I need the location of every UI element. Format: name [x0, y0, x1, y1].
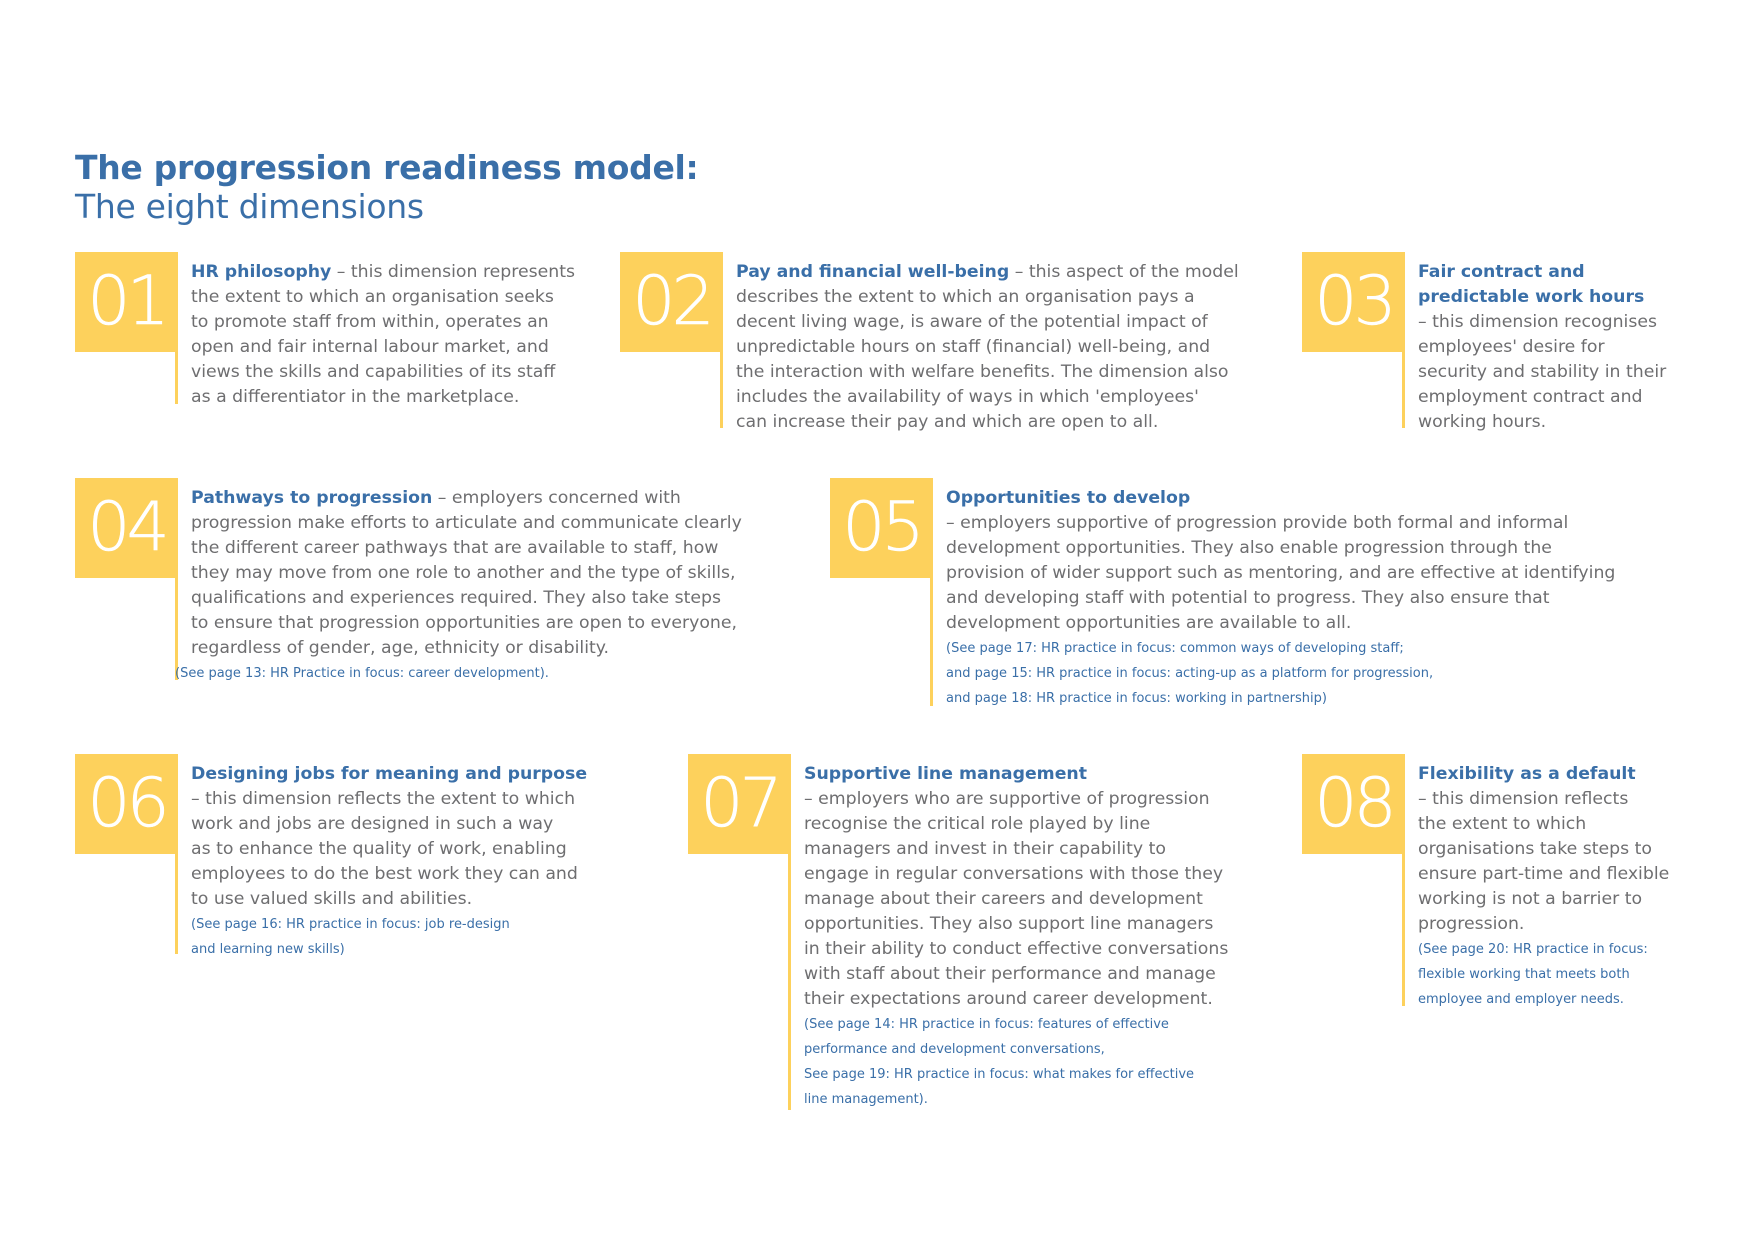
dimension-text [736, 260, 1239, 435]
dimension-heading: HR philosophy [191, 262, 332, 282]
dimension-text [1418, 762, 1669, 1012]
dimension-line: as to enhance the quality of work, enabling [191, 839, 567, 859]
page-subtitle: The eight dimensions [75, 187, 424, 226]
dimension-line: progression. [1418, 914, 1525, 934]
dimension-line: employment contract and [1418, 387, 1643, 407]
dimension-line: the extent to which [1418, 814, 1587, 834]
dimension-line: Pathways to progression – employers concerned with [191, 488, 681, 508]
dimension-number-box [830, 478, 933, 578]
dimension-reference: (See page 20: HR practice in focus: [1418, 942, 1648, 957]
page-title: The progression readiness model: [75, 148, 699, 187]
dimension-line: open and fair internal labour market, and [191, 337, 549, 357]
dimension-rule [1402, 252, 1405, 428]
dimension-rule [175, 252, 178, 404]
dimension-line: – this dimension recognises [1418, 312, 1657, 332]
dimension-number-box [1302, 754, 1405, 854]
dimension-line: provision of wider support such as mentoring, and are effective at identifying [946, 563, 1616, 583]
dimension-line: their expectations around career development. [804, 989, 1213, 1009]
dimension-reference: (See page 16: HR practice in focus: job re-design [191, 917, 510, 932]
dimension-number: 01 [87, 262, 166, 341]
dimension-text [175, 486, 742, 686]
dimension-line: organisations take steps to [1418, 839, 1652, 859]
dimension-line: manage about their careers and development [804, 889, 1203, 909]
dimension-rule [930, 478, 933, 706]
dimension-line: regardless of gender, age, ethnicity or disability. [191, 638, 610, 658]
dimension-reference: (See page 14: HR practice in focus: features of effective [804, 1017, 1169, 1032]
dimension-line: development opportunities are available to all. [946, 613, 1352, 633]
dimension-line: includes the availability of ways in which 'employees' [736, 387, 1199, 407]
dimension-line: opportunities. They also support line managers [804, 914, 1214, 934]
dimension-line: recognise the critical role played by line [804, 814, 1151, 834]
dimension-reference: line management). [804, 1092, 928, 1107]
dimension-rule [720, 252, 723, 428]
dimension-line: qualifications and experiences required. They also take steps [191, 588, 721, 608]
dimension-number: 06 [87, 764, 166, 843]
dimension-line: decent living wage, is aware of the potential impact of [736, 312, 1208, 332]
dimension-reference: flexible working that meets both [1418, 967, 1630, 982]
dimension-reference: (See page 17: HR practice in focus: common ways of developing staff; [946, 641, 1404, 656]
dimension-line: managers and invest in their capability to [804, 839, 1166, 859]
dimension-line: work and jobs are designed in such a way [191, 814, 554, 834]
dimension-line: employees' desire for [1418, 337, 1605, 357]
dimension-heading: Supportive line management [804, 764, 1087, 784]
dimension-rule [175, 754, 178, 954]
dimension-line: to ensure that progression opportunities are open to everyone, [191, 613, 737, 633]
dimension-line: with staff about their performance and manage [804, 964, 1216, 984]
dimension-reference: See page 19: HR practice in focus: what makes for effective [804, 1067, 1195, 1082]
dimension-number-box [620, 252, 723, 352]
dimension-line: to promote staff from within, operates an [191, 312, 549, 332]
dimension-line: the extent to which an organisation seeks [191, 287, 554, 307]
dimension-reference: performance and development conversations, [804, 1042, 1105, 1057]
dimension-line: ensure part-time and flexible [1418, 864, 1670, 884]
dimension-reference: and page 18: HR practice in focus: working in partnership) [946, 691, 1327, 706]
dimension-heading: Opportunities to develop [946, 488, 1191, 508]
dimension-line: – this dimension reflects [1418, 789, 1629, 809]
dimension-line: the interaction with welfare benefits. The dimension also [736, 362, 1229, 382]
dimension-number-box [688, 754, 791, 854]
dimension-heading: Fair contract and [1418, 262, 1585, 282]
dimension-reference: employee and employer needs. [1418, 992, 1624, 1007]
dimension-line: development opportunities. They also enable progression through the [946, 538, 1552, 558]
dimension-rule [788, 754, 791, 1110]
dimension-reference: and page 15: HR practice in focus: acting-up as a platform for progression, [946, 666, 1434, 681]
dimension-number: 08 [1314, 764, 1393, 843]
dimension-rule [1402, 754, 1405, 1006]
dimension-line: unpredictable hours on staff (financial) well-being, and [736, 337, 1211, 357]
dimension-line: and developing staff with potential to progress. They also ensure that [946, 588, 1550, 608]
dimension-line: as a differentiator in the marketplace. [191, 387, 520, 407]
dimension-number: 04 [87, 488, 166, 567]
dimension-line: – employers supportive of progression provide both formal and informal [946, 513, 1569, 533]
dimension-number: 03 [1314, 262, 1393, 341]
dimension-line: describes the extent to which an organisation pays a [736, 287, 1195, 307]
dimension-number-box [75, 252, 178, 352]
dimension-heading: Designing jobs for meaning and purpose [191, 764, 588, 784]
dimension-number: 07 [700, 764, 779, 843]
dimension-heading: predictable work hours [1418, 287, 1645, 307]
dimension-line: HR philosophy – this dimension represents [191, 262, 575, 282]
dimension-line: working hours. [1418, 412, 1547, 432]
dimension-line: employees to do the best work they can and [191, 864, 578, 884]
dimension-line: security and stability in their [1418, 362, 1667, 382]
dimension-line: views the skills and capabilities of its staff [191, 362, 556, 382]
dimension-text [1418, 260, 1666, 435]
dimension-reference: and learning new skills) [191, 942, 345, 957]
dimension-reference: (See page 13: HR Practice in focus: career development). [175, 666, 549, 681]
dimension-heading: Pathways to progression [191, 488, 433, 508]
dimension-heading: Pay and financial well-being [736, 262, 1010, 282]
dimension-text [946, 486, 1615, 711]
dimension-line: engage in regular conversations with those they [804, 864, 1224, 884]
dimension-line: the different career pathways that are available to staff, how [191, 538, 719, 558]
dimension-line: they may move from one role to another and the type of skills, [191, 563, 736, 583]
dimension-line: working is not a barrier to [1418, 889, 1643, 909]
dimension-number: 02 [632, 262, 711, 341]
dimension-text [191, 260, 575, 410]
dimension-line: – employers who are supportive of progression [804, 789, 1210, 809]
dimension-text [804, 762, 1228, 1112]
dimension-line: in their ability to conduct effective conversations [804, 939, 1229, 959]
dimension-line: Pay and financial well-being – this aspect of the model [736, 262, 1239, 282]
dimension-number: 05 [842, 488, 921, 567]
dimension-heading: Flexibility as a default [1418, 764, 1636, 784]
dimension-number-box [75, 478, 178, 578]
dimension-line: progression make efforts to articulate and communicate clearly [191, 513, 742, 533]
dimension-number-box [75, 754, 178, 854]
dimension-line: – this dimension reflects the extent to which [191, 789, 576, 809]
dimension-line: can increase their pay and which are open to all. [736, 412, 1159, 432]
dimension-line: to use valued skills and abilities. [191, 889, 473, 909]
dimension-number-box [1302, 252, 1405, 352]
dimension-rule [175, 478, 178, 680]
dimension-text [191, 762, 587, 962]
